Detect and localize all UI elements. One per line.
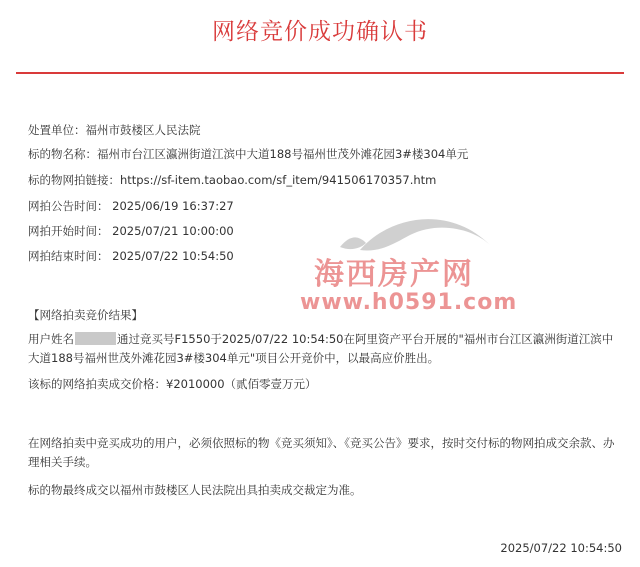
page-title: 网络竞价成功确认书 bbox=[212, 19, 428, 45]
item-link-line bbox=[28, 172, 436, 188]
item-name-line: 标的物名称：福州市台江区瀛洲街道江滨中大道188号福州世茂外滩花园3#楼304单元 bbox=[28, 147, 469, 161]
price-line: 该标的网络拍卖成交价格：¥2010000（贰佰零壹万元） bbox=[28, 377, 317, 391]
notice-paragraph-2: 标的物最终成交以福州市鼓楼区人民法院出具拍卖成交裁定为准。 bbox=[28, 483, 362, 497]
start-time-line: 网拍开始时间： 2025/07/21 10:00:00 bbox=[28, 224, 234, 238]
document-timestamp: 2025/07/22 10:54:50 bbox=[500, 541, 622, 555]
notice-paragraph-1: 在网络拍卖中竞买成功的用户，必须依照标的物《竞买须知》、《竞买公告》要求，按时交付标的物网拍成交余款、办理相关手续。 bbox=[28, 436, 615, 469]
watermark-site: www.h0591.com bbox=[300, 290, 518, 315]
end-time-line: 网拍结束时间： 2025/07/22 10:54:50 bbox=[28, 249, 234, 263]
watermark-name: 海西房产网 bbox=[314, 257, 474, 292]
user-prefix: 用户姓名 bbox=[28, 332, 74, 346]
announce-time-line: 网拍公告时间： 2025/06/19 16:37:27 bbox=[28, 199, 234, 213]
result-heading: 【网络拍卖竞价结果】 bbox=[28, 308, 143, 322]
redacted-name bbox=[75, 332, 116, 345]
item-link[interactable]: https://sf-item.taobao.com/sf_item/941506170357.htm bbox=[120, 173, 437, 187]
item-link-label: 标的物网拍链接： bbox=[28, 173, 120, 187]
result-paragraph bbox=[28, 330, 618, 368]
court-line: 处置单位：福州市鼓楼区人民法院 bbox=[28, 123, 201, 137]
title-divider bbox=[16, 72, 624, 74]
result-text: 通过竞买号F1550于2025/07/22 10:54:50在阿里资产平台开展的"福州市台江区瀛洲街道江滨中大道188号福州世茂外滩花园3#楼304单元"项目公开竞价中，以最高应价胜出。 bbox=[28, 332, 614, 365]
